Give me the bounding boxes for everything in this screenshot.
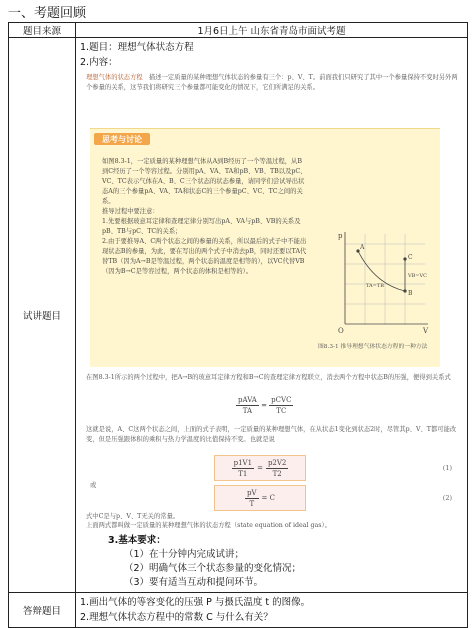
defense-question-1: 1.画出气体的等容变化的压强 P 与摄氏温度 t 的图像。 [80,597,311,608]
requirements [108,533,463,590]
content-label: 2.内容： [80,57,118,68]
constant-note: 式中C是与p、V、T无关的常量。 [86,513,180,520]
point-c-label: C [408,254,413,261]
intro-paragraph [86,73,458,93]
textbook-excerpt [86,73,462,510]
requirement-item: （1）在十分钟内完成试讲； [124,549,245,560]
trial-content [76,38,468,593]
section-heading: 一、考题回顾 [8,6,87,21]
axis-v-label: V [423,327,429,335]
point-b-label: B [408,290,413,297]
trial-label: 试讲题目 [9,38,76,593]
derivation-text: 在图8.3-1所示的两个过程中，把A→B的玻意耳定律方程和B→C的查理定律方程联立，消去两个方程中状态B的压强，便得到关系式 [86,374,451,381]
point-a-label: A [360,244,365,251]
formula-pv-t: $\frac{pV}{T}$ = C [214,485,306,511]
equation-number-2: (2) [442,494,452,502]
requirement-item: （3）要有适当互动和提问环节。 [124,577,264,588]
requirement-item: （2）明确气体三个状态参量的变化情况； [124,563,302,574]
conclusion-text: 这就是说，A、C这两个状态之间，上面的式子表明，一定质量的某种理想气体，在从状态1变化到状态2时，尽管其p、V、T都可能改变，但是压强跟体积的乘积与热力学温度的比值保持不变。也就是说 [86,426,457,443]
defense-label: 答辩题目 [9,593,76,628]
axis-p-label: p [338,232,343,240]
source-label: 题目来源 [9,23,76,38]
defense-question-2: 2.理想气体状态方程中的常数 C 与什么有关？ [80,612,273,623]
source-value: 1月6日上午 山东省青岛市面试考题 [76,23,468,38]
state-equation-note: 上面两式都叫做一定质量的某种理想气体的状态方程（state equation of ideal gas）。 [86,522,331,529]
trial-title: 1.题目：理想气体状态方程 [80,42,194,53]
equation-number-1: (1) [442,464,452,472]
intro-text: 描述一定质量的某种理想气体状态的参量有三个：p、V、T。前面我们只研究了其中一个参量保持不变时另外两个参量的关系，这节我们将研究三个参量都可能变化的情况下，它们所满足的关系。 [86,74,458,91]
formula-a-c: $\frac{\text{pAVA}}{TA}$ = $\frac{\text{pCVC}}{TC}$ [238,396,292,415]
defense-content [76,593,468,628]
intro-keyword: 理想气体的状态方程 [86,74,143,81]
discussion-box [90,128,440,367]
exam-table [8,22,468,628]
discussion-title: 思考与讨论 [94,133,150,145]
textbook-tail [86,512,463,530]
isotherm-label: TA=TB [366,283,384,289]
pv-graph [330,229,430,339]
or-text: 或 [90,482,97,489]
graph-caption: 图8.3-1 推导理想气体状态方程的一种方法 [318,344,428,350]
origin-label: O [338,327,344,335]
requirements-title: 3.基本要求： [108,535,166,546]
formula-state-1-2: $\frac{p1V1}{T1}$ = $\frac{p2V2}{T2}$ [214,455,306,481]
discussion-text: 如图8.3-1，一定质量的某种理想气体从A到B经历了一个等温过程，从B到C经历了一个等容过程。分别用pA、VA、TA和pB、VB、TB以及pC、VC、TC表示气体在A、B、C三个状态的状态参量，请同学们尝试导出状态A的三个参量pA、VA、TA和状态C的三个参量pC、VC、TC之间的关系。 推导过程中要注意： 1.先要根据玻意耳定律和查理定律分别写出pA、VA与pB、VB的关系及pB、TB与pC、TC的关系； 2.由于要推导A、C两个状态之间的参量的关系，所以最后的式子中不能出现状态B的参量，为此，要在写出的两个式子中消去pB，同时还要以TA代替TB（因为A→B是等温过程，两个状态的温度是相等的），以VC代替VB（因为B→C是等容过程，两个状态的体积是相等的）。 [102,158,307,275]
isochore-label: VB=VC [408,273,427,279]
